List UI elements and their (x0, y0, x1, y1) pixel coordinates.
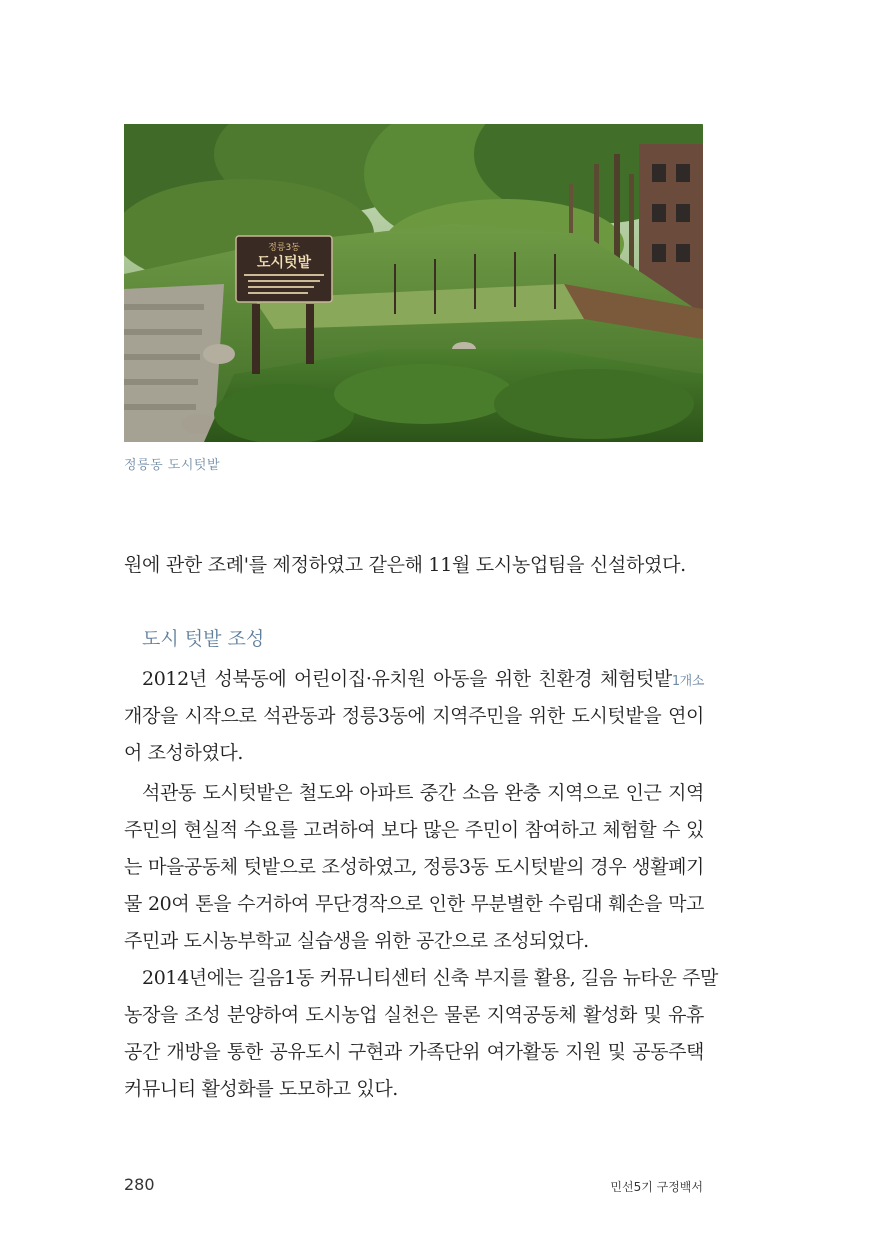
paragraph-1-line-3: 어 조성하였다. (124, 742, 244, 764)
paragraph-2-line-5: 주민과 도시농부학교 실습생을 위한 공간으로 조성되었다. (124, 930, 589, 952)
paragraph-1-note: 1개소 (671, 674, 704, 689)
photo-caption: 정릉동 도시텃밭 (124, 458, 221, 473)
paragraph-1-line-2: 개장을 시작으로 석관동과 정릉3동에 지역주민을 위한 도시텃밭을 연이 (124, 705, 704, 727)
garden-photo-illustration (124, 124, 703, 442)
paragraph-2-line-3: 는 마을공동체 텃밭으로 조성하였고, 정릉3동 도시텃밭의 경우 생활폐기 (124, 856, 704, 878)
paragraph-1-line-1-text: 2012년 성북동에 어린이집·유치원 아동을 위한 친환경 체험텃밭 (142, 668, 672, 690)
paragraph-3-line-2: 농장을 조성 분양하여 도시농업 실천은 물론 지역공동체 활성화 및 유휴 (124, 1004, 704, 1026)
paragraph-2-line-1: 석관동 도시텃밭은 철도와 아파트 중간 소음 완충 지역으로 인근 지역 (142, 782, 704, 804)
paragraph-1-line-1 (124, 664, 704, 691)
running-footer-title: 민선5기 구정백서 (610, 1180, 703, 1194)
paragraph-2-line-2: 주민의 현실적 수요를 고려하여 보다 많은 주민이 참여하고 체험할 수 있 (124, 819, 704, 841)
sign-title-small: 정릉3동 (268, 243, 300, 253)
garden-photo (124, 124, 703, 442)
paragraph-3-line-1: 2014년에는 길음1동 커뮤니티센터 신축 부지를 활용, 길음 뉴타운 주말 (142, 967, 719, 989)
intro-line: 원에 관한 조례'를 제정하였고 같은해 11월 도시농업팀을 신설하였다. (124, 554, 686, 576)
section-heading: 도시 텃밭 조성 (142, 628, 265, 650)
paragraph-2-line-4: 물 20여 톤을 수거하여 무단경작으로 인한 무분별한 수림대 훼손을 막고 (124, 893, 704, 915)
page-number: 280 (124, 1175, 155, 1194)
paragraph-3-line-4: 커뮤니티 활성화를 도모하고 있다. (124, 1078, 398, 1100)
sign-title-large: 도시텃밭 (256, 255, 312, 271)
paragraph-3-line-3: 공간 개방을 통한 공유도시 구현과 가족단위 여가활동 지원 및 공동주택 (124, 1041, 704, 1063)
